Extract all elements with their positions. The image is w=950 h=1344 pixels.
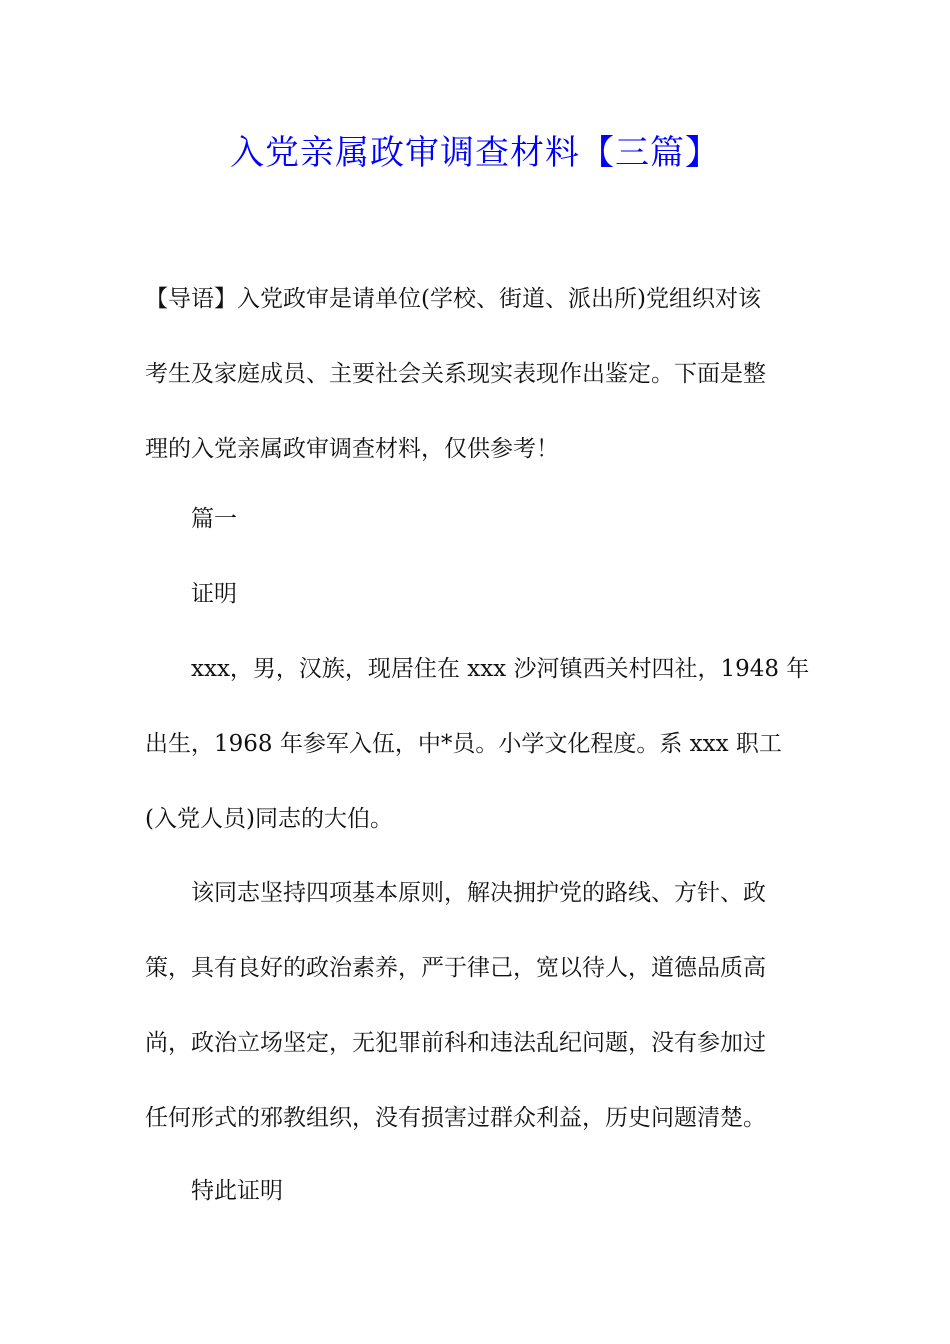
paragraph-line: 任何形式的邪教组织，没有损害过群众利益，历史问题清楚。 — [145, 1105, 766, 1131]
document-title: 入党亲属政审调查材料【三篇】 — [230, 133, 720, 173]
certificate-heading — [145, 557, 809, 632]
evaluation-paragraph — [145, 856, 809, 1156]
paragraph-line: 尚，政治立场坚定，无犯罪前科和违法乱纪问题，没有参加过 — [145, 1030, 766, 1056]
paragraph-line: 策，具有良好的政治素养，严于律己，宽以待人，道德品质高 — [145, 955, 766, 981]
intro-line: 理的入党亲属政审调查材料，仅供参考！ — [145, 436, 559, 462]
closing-text: 特此证明 — [191, 1178, 283, 1204]
section-heading — [145, 482, 809, 557]
paragraph-line: 出生，1968 年参军入伍，中*员。小学文化程度。系 xxx 职工 — [145, 731, 782, 757]
section-heading-text: 篇一 — [191, 506, 237, 532]
paragraph-line: (入党人员)同志的大伯。 — [145, 806, 393, 832]
intro-line: 【导语】入党政审是请单位(学校、街道、派出所)党组织对该 — [145, 286, 761, 312]
person-info-paragraph — [145, 632, 809, 857]
certificate-heading-text: 证明 — [191, 581, 237, 607]
paragraph-line: xxx，男，汉族，现居住在 xxx 沙河镇西关村四社，1948 年 — [191, 656, 810, 682]
closing-line — [145, 1154, 809, 1229]
paragraph-line: 该同志坚持四项基本原则，解决拥护党的路线、方针、政 — [191, 880, 766, 906]
intro-line: 考生及家庭成员、主要社会关系现实表现作出鉴定。下面是整 — [145, 361, 766, 387]
intro-paragraph — [145, 262, 809, 487]
